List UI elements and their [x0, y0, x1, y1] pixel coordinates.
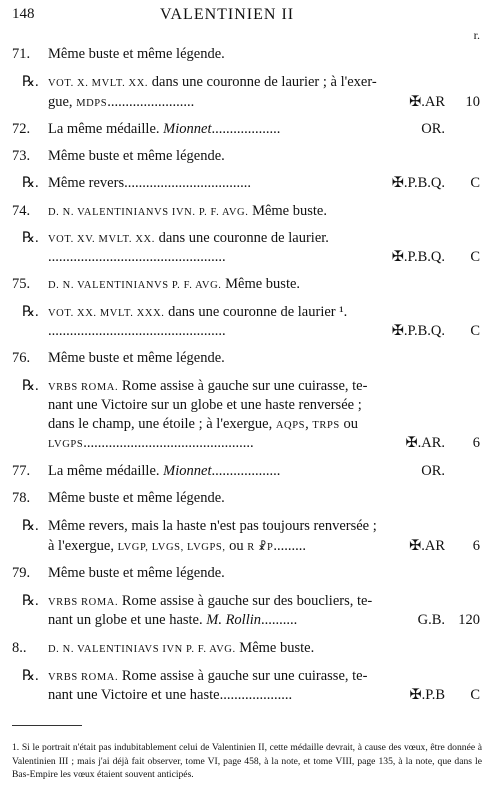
leader-dots: .......... — [261, 612, 298, 628]
entry-text: Même buste et même légende. — [48, 46, 225, 62]
entry-text: Même buste et même légende. — [48, 565, 225, 581]
entry-text: La même médaille. — [48, 463, 164, 479]
entry-number: 77. — [12, 463, 31, 479]
mint-mark: LVGP, LVGS, LVGPS, — [117, 542, 226, 553]
rarity: C — [470, 175, 480, 191]
leader-dots: ............................................... — [83, 435, 254, 451]
entry-text: Même buste et même légende. — [48, 350, 225, 366]
reverse-text: Même revers, mais la haste n'est pas toujours renversée ; — [48, 518, 377, 534]
leader-dots: ................................... — [124, 175, 251, 191]
mint-mark: AQPS — [275, 420, 306, 431]
entry-text: Même buste et même légende. — [48, 148, 225, 164]
metal: ✠.P.B — [409, 687, 445, 703]
rarity: C — [470, 249, 480, 265]
reverse-mark: ℞. — [22, 593, 39, 609]
leader-dots: ................................................. — [48, 323, 226, 339]
rarity: C — [470, 687, 480, 703]
reverse-mark: ℞. — [22, 230, 39, 246]
reverse-text: dans une couronne de laurier ; à l'exer- — [148, 74, 377, 90]
entry-text: Même revers — [48, 175, 125, 191]
reverse-mark: ℞. — [22, 74, 39, 90]
leader-dots: ................................................. — [48, 249, 226, 265]
entry-text: La même médaille. — [48, 121, 164, 137]
metal: ✠.AR — [409, 94, 445, 110]
reverse-text: dans une couronne de laurier ¹. — [164, 304, 348, 320]
reverse-text: dans le champ, une étoile ; à l'exergue, — [48, 416, 276, 432]
entry-text: Même buste et même légende. — [48, 490, 225, 506]
reverse-legend: VRBS ROMA. — [48, 672, 119, 683]
reverse-mark: ℞. — [22, 518, 39, 534]
entry-number: 74. — [12, 203, 31, 219]
entry-number: 78. — [12, 490, 31, 506]
reverse-text: à l'exergue, — [48, 538, 118, 554]
leader-dots: ........................ — [107, 94, 195, 110]
entry-text: Même buste. — [248, 203, 327, 219]
page-number: 148 — [12, 6, 35, 22]
leader-dots: ................... — [211, 463, 281, 479]
reverse-mark: ℞. — [22, 378, 39, 394]
footnote: 1. Si le portrait n'était pas indubitablement celui de Valentinien II, cette médaille devrait, à cause des vœux, être donnée à Valentinien III ; mais j'ai déjà fait observer, tome VI, page 458, à la note, et tome VIII, page 135, à la note, que dans le Bas-Empire les vœux étaient souvent anticipés. — [12, 742, 482, 781]
entry-number: 8.. — [12, 640, 27, 656]
rarity: 120 — [458, 612, 480, 628]
entry-text: Même buste. — [221, 276, 301, 292]
entry-number: 75. — [12, 276, 31, 292]
source-name: Mionnet — [163, 121, 212, 137]
reverse-text: nant une Victoire sur un globe et une haste renversée ; — [48, 397, 362, 413]
reverse-mark: ℞. — [22, 175, 39, 191]
entry-number: 71. — [12, 46, 31, 62]
separator: , — [305, 416, 313, 432]
source-name: Mionnet — [163, 463, 212, 479]
mint-mark: LVGPS — [48, 439, 84, 450]
metal: OR. — [421, 121, 445, 137]
metal: ✠.AR. — [405, 435, 445, 451]
obverse-legend: D. N. VALENTINIANVS IVN. P. F. AVG. — [48, 207, 249, 218]
entry-number: 79. — [12, 565, 31, 581]
reverse-text: Rome assise à gauche sur une cuirasse, te- — [118, 378, 368, 394]
running-title: VALENTINIEN II — [160, 6, 295, 23]
source-name: M. Rollin — [206, 612, 262, 628]
corner-mark: r. — [473, 28, 480, 42]
metal: ✠.P.B.Q. — [391, 249, 445, 265]
reverse-legend: VOT. X. MVLT. XX. — [48, 78, 149, 89]
entry-text: Même buste. — [235, 640, 315, 656]
entry-number: 76. — [12, 350, 31, 366]
reverse-text: Rome assise à gauche sur une cuirasse, te- — [118, 668, 368, 684]
metal: ✠.P.B.Q. — [391, 175, 445, 191]
metal: ✠.P.B.Q. — [391, 323, 445, 339]
reverse-text: Rome assise à gauche sur des boucliers, te- — [118, 593, 373, 609]
rarity: 6 — [472, 435, 480, 451]
leader-dots: ................... — [211, 121, 281, 137]
obverse-legend: D. N. VALENTINIANVS P. F. AVG. — [48, 280, 222, 291]
reverse-text: ou — [339, 416, 358, 432]
leader-dots: ......... — [273, 538, 307, 554]
obverse-legend: D. N. VALENTINIAVS IVN P. F. AVG. — [48, 644, 236, 655]
entry-number: 73. — [12, 148, 31, 164]
reverse-legend: VRBS ROMA. — [48, 382, 119, 393]
entry-number: 72. — [12, 121, 31, 137]
metal: G.B. — [417, 612, 445, 628]
rarity: 10 — [465, 94, 480, 110]
reverse-text: ou — [225, 538, 248, 554]
reverse-legend: VRBS ROMA. — [48, 597, 119, 608]
mint-mark: MDPS — [76, 98, 108, 109]
reverse-legend: VOT. XV. MVLT. XX. — [48, 234, 155, 245]
footnote-rule — [12, 725, 82, 726]
reverse-mark: ℞. — [22, 668, 39, 684]
metal: ✠.AR — [409, 538, 445, 554]
leader-dots: .................... — [219, 687, 293, 703]
reverse-text: gue, — [48, 94, 77, 110]
rarity: C — [470, 323, 480, 339]
reverse-mark: ℞. — [22, 304, 39, 320]
reverse-text: dans une couronne de laurier. — [154, 230, 329, 246]
reverse-legend: VOT. XX. MVLT. XXX. — [48, 308, 165, 319]
reverse-text: nant une Victoire et une haste — [48, 687, 220, 703]
rarity: 6 — [472, 538, 480, 554]
mint-mark: TRPS — [312, 420, 340, 431]
mint-mark: R ☧P — [247, 542, 274, 553]
metal: OR. — [421, 463, 445, 479]
reverse-text: nant un globe et une haste. — [48, 612, 207, 628]
